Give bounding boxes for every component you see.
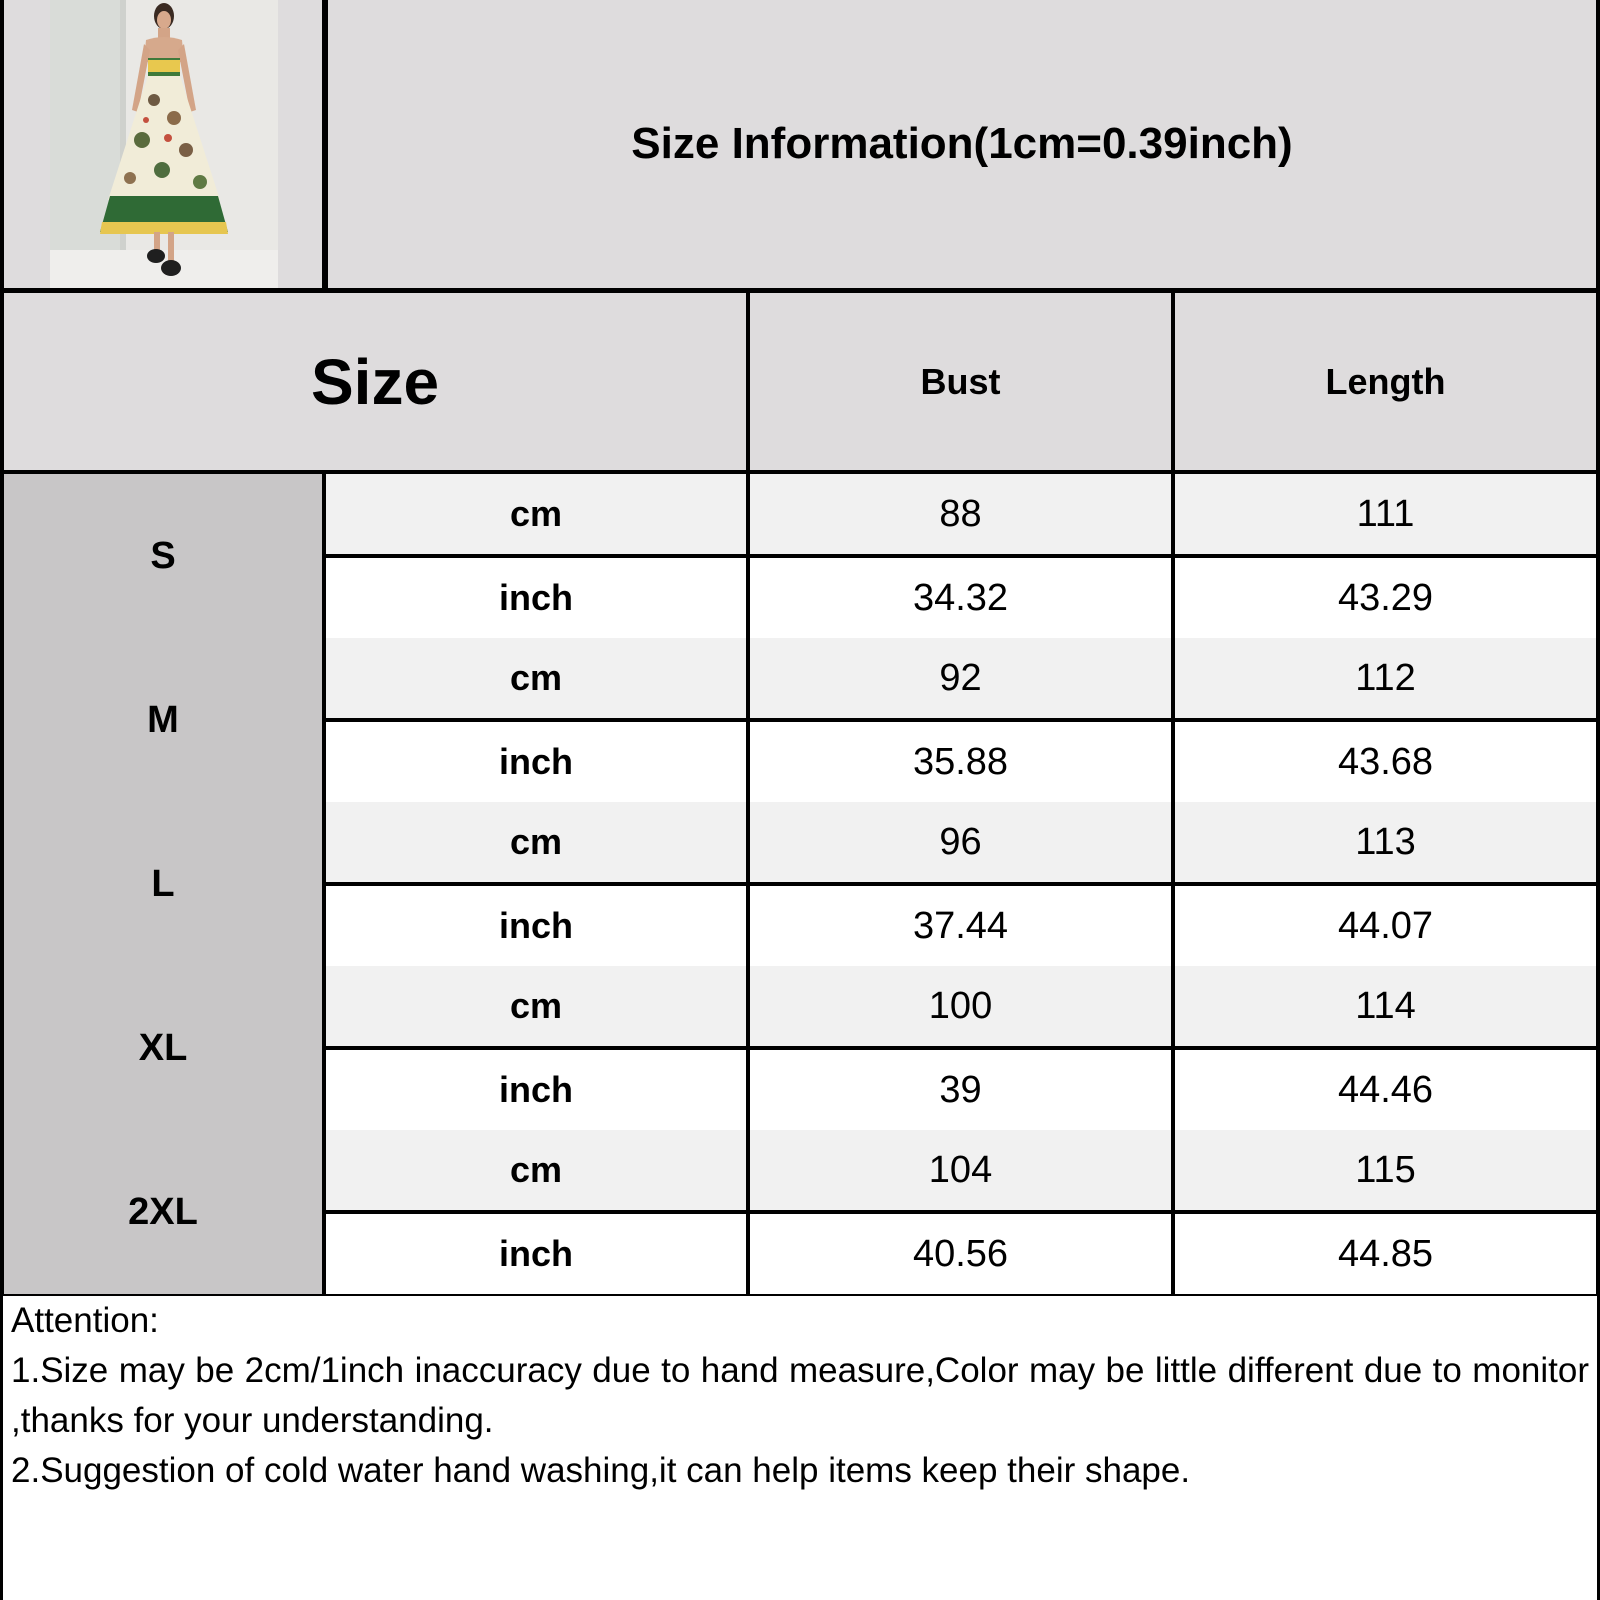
attention-note-1: 1.Size may be 2cm/1inch inaccuracy due to hand measure,Color may be little different due to monitor ,thanks for your understanding. [11,1351,1589,1440]
bust-header: Bust [920,360,1001,402]
attention-heading: Attention: [11,1301,159,1340]
length-value-cell [1175,886,1596,966]
unit-label-cell [326,1050,746,1130]
unit-label-cell [326,722,746,802]
unit-label-cell [326,966,746,1046]
bust-value: 88 [939,492,982,535]
size-label: S [150,534,176,577]
length-value-cell [1175,722,1596,802]
bust-value-cell [750,474,1171,554]
size-chart-header [0,0,1600,293]
length-value-cell [1175,558,1596,638]
length-value-cell [1175,1050,1596,1130]
length-value: 44.85 [1337,1232,1434,1275]
size-header: Size [310,345,440,418]
bust-value-cell [750,1214,1171,1294]
length-value-cell [1175,1214,1596,1294]
bust-value-cell [750,558,1171,638]
bust-value-cell [750,1130,1171,1210]
size-label-cell [4,638,322,802]
bust-value-cell [750,886,1171,966]
unit-label: cm [509,821,563,862]
length-value-cell [1175,638,1596,718]
length-value: 111 [1356,492,1415,535]
unit-label: cm [509,493,563,534]
size-label-cell [4,474,322,638]
unit-label: inch [498,577,573,618]
bust-value: 96 [939,820,982,863]
size-label: M [147,698,179,741]
unit-label-cell [326,1214,746,1294]
bust-value: 40.56 [912,1232,1009,1275]
unit-label-cell [326,638,746,718]
attention-note-2: 2.Suggestion of cold water hand washing,it can help items keep their shape. [11,1451,1191,1490]
bust-value-cell [750,802,1171,882]
unit-label: cm [509,657,563,698]
bust-value: 104 [928,1148,993,1191]
size-label: 2XL [128,1190,198,1233]
unit-label-cell [326,802,746,882]
bust-value-cell [750,966,1171,1046]
unit-label-cell [326,558,746,638]
unit-label: cm [509,1149,563,1190]
bust-value-cell [750,638,1171,718]
bust-value: 92 [939,656,982,699]
bust-value: 35.88 [912,740,1009,783]
unit-label: inch [498,1069,573,1110]
bust-value: 39 [939,1068,982,1111]
size-table [0,293,1600,1296]
length-header-cell [1175,293,1596,470]
length-value-cell [1175,966,1596,1046]
size-info-title: Size Information(1cm=0.39inch) [631,119,1293,168]
length-value: 44.46 [1337,1068,1434,1111]
unit-label: inch [498,905,573,946]
product-photo-cell [4,0,322,288]
unit-label: inch [498,741,573,782]
bust-value-cell [750,722,1171,802]
unit-label-cell [326,474,746,554]
length-value: 114 [1355,984,1416,1027]
bust-value: 100 [928,984,993,1027]
length-header: Length [1325,360,1446,402]
bust-value: 34.32 [912,576,1009,619]
unit-label: cm [509,985,563,1026]
size-label-cell [4,966,322,1130]
dress-model-photo [50,0,278,288]
bust-value-cell [750,1050,1171,1130]
length-value: 43.68 [1337,740,1434,783]
unit-label-cell [326,886,746,966]
bust-header-cell [750,293,1171,470]
unit-label-cell [326,1130,746,1210]
bust-value: 37.44 [912,904,1009,947]
length-value-cell [1175,802,1596,882]
length-value: 112 [1355,656,1416,699]
length-value-cell [1175,474,1596,554]
size-label: XL [138,1026,188,1069]
length-value: 115 [1355,1148,1416,1191]
title-cell [328,0,1596,288]
length-value-cell [1175,1130,1596,1210]
unit-label: inch [498,1233,573,1274]
attention-notes [0,1296,1600,1600]
length-value: 44.07 [1337,904,1434,947]
size-label: L [151,862,175,905]
size-label-cell [4,802,322,966]
size-header-cell [4,293,746,470]
length-value: 43.29 [1337,576,1434,619]
size-label-cell [4,1130,322,1294]
length-value: 113 [1355,820,1416,863]
